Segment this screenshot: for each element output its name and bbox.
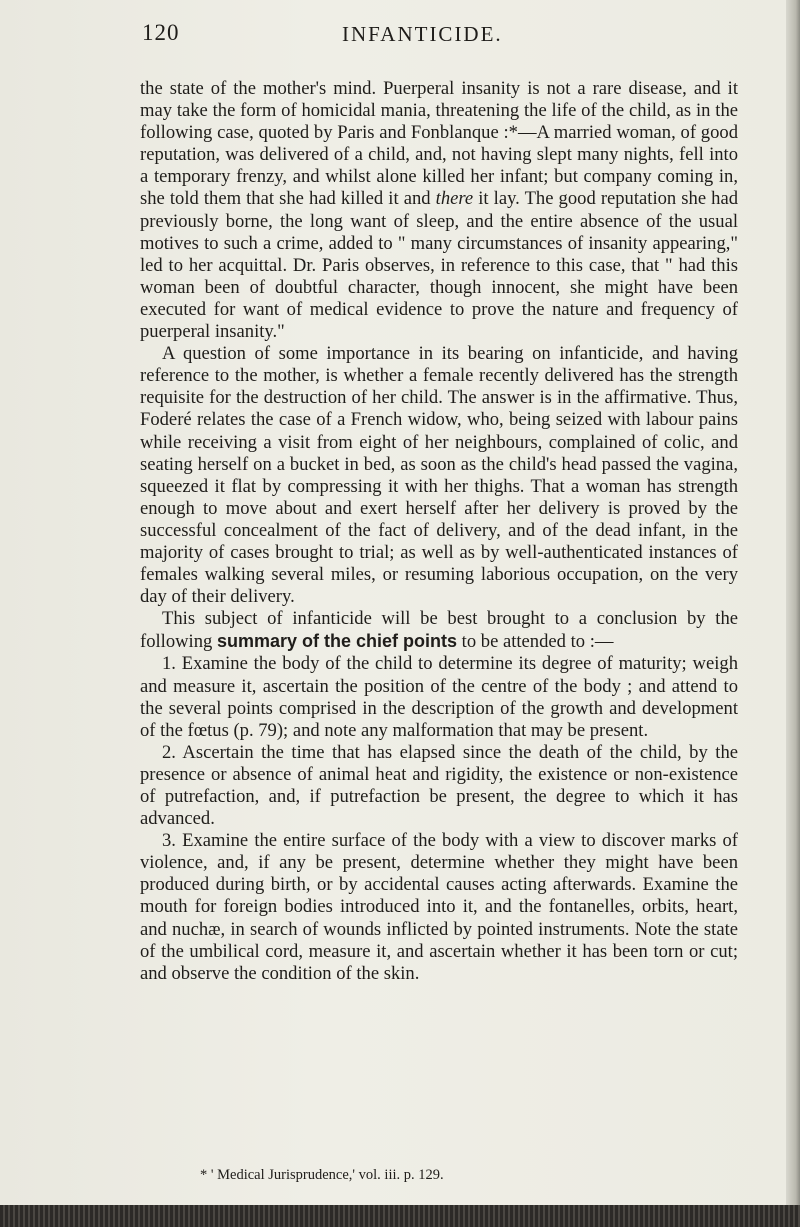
text-run: 2. Ascertain the time that has elapsed since the death of the child, by the presence or absence of animal heat and rigidity, the existence or non-existence of putrefaction, and, if putrefaction be present, the degree to which it has advanced. (140, 741, 738, 830)
text-run: A question of some importance in its bearing on infanticide, and having reference to the mother, is whether a female recently delivered has the strength requisite for the destruction of her child. The answer is in the affirmative. Thus, Foderé relates the case of a French widow, who, being seized with labour pains while receiving a visit from eight of her neighbours, complained of colic, and seating herself on a bucket in bed, as soon as the child's head passed the vagina, squeezed it flat by compressing it with her thighs. That a woman has strength enough to move about and exert herself after her delivery is proved by the successful concealment of the fact of delivery, and of the dead infant, in the majority of cases brought to trial; as well as by well-authenticated instances of females walking several miles, or resuming laborious occupation, on the very day of their delivery. (140, 343, 738, 608)
paragraph (140, 343, 738, 608)
page-edge-shadow (786, 0, 800, 1227)
list-item (140, 742, 738, 830)
running-title: INFANTICIDE. (342, 22, 503, 46)
text-run: the state of the mother's mind. Puerperal insanity is not a rare disease, and it may take the form of homicidal mania, threatening the life of the child, as in the following case, quoted by Paris and Fonblanque :*—A married woman, of good reputation, was delivered of a child, and, not having slept many nights, fell into a temporary frenzy, and whilst alone killed her infant; but company coming in, she told them that she had killed it and (140, 78, 738, 210)
page-number: 120 (142, 20, 180, 45)
text-run-italic: there (435, 188, 474, 210)
text-run: 3. Examine the entire surface of the body with a view to discover marks of violence, and, if any be present, determine whether they might have been produced during birth, or by accidental causes acting afterwards. Examine the mouth for foreign bodies introduced into it, and the fontanelles, orbits, heart, and nuchæ, in search of wounds inflicted by pointed instruments. Note the state of the umbilical cord, measure it, and ascertain whether it has been torn or cut; and observe the condition of the skin. (140, 830, 738, 984)
page-bottom-binding (0, 1205, 800, 1227)
list-item (140, 830, 738, 985)
text-run: This subject of infanticide will be best brought to a conclusion by the following (140, 608, 738, 653)
footnote: * ' Medical Jurisprudence,' vol. iii. p. 129. (200, 1167, 444, 1183)
paragraph (140, 608, 738, 653)
text-run: 1. Examine the body of the child to determine its degree of maturity; weigh and measure it, ascertain the position of the centre of the body ; and attend to the several points comprised in the description of the growth and development of the fœtus (p. 79); and note any malformation that may be present. (140, 653, 738, 741)
list-item (140, 653, 738, 741)
page-header (142, 20, 742, 56)
text-run: to be attended to :— (457, 631, 614, 653)
body-text (140, 78, 738, 985)
summary-heading: summary of the chief points (216, 631, 458, 652)
paragraph (140, 78, 738, 343)
text-run: it lay. The good reputation she had previously borne, the long want of sleep, and the entire absence of the usual motives to such a crime, added to " many circumstances of insanity appearing," led to her acquittal. Dr. Paris observes, in reference to this case, that " had this woman been of doubtful character, though innocent, she might have been executed for want of medical evidence to prove the nature and frequency of puerperal insanity." (140, 188, 738, 343)
